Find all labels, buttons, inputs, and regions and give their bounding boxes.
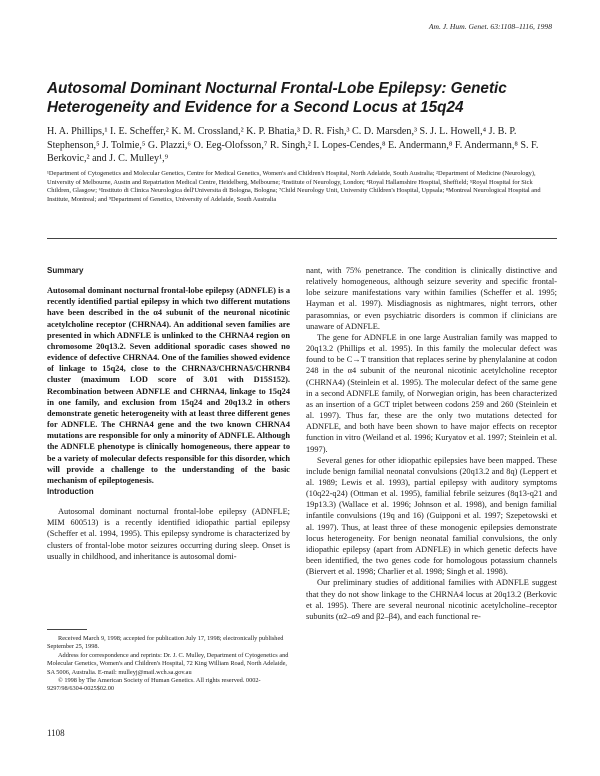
right-paragraph-4: Our preliminary studies of additional families with ADNFLE suggest that they do not show linkage to the CHRNA4 locus at 20q13.2 (Berkovic et al. 1995). There are several neuronal nicotinic acetylcholine–receptor subunits (α2–α9 and β2–β4), and each functional re- <box>306 578 557 621</box>
right-column <box>306 265 557 622</box>
right-paragraph-1: nant, with 75% penetrance. The condition is clinically distinctive and relatively homogeneous, although seizure severity and specific frontal-lobe seizure manifestations vary within families (Scheffer et al. 1995; Hayman et al. 1997). Misdiagnosis as nightmares, night terrors, other parasomnias, or even psychiatric disorders is common if clinicians are unaware of ADNFLE. <box>306 266 557 331</box>
footnotes <box>47 635 290 694</box>
left-column <box>47 265 290 562</box>
page-number: 1108 <box>47 728 65 738</box>
summary-heading: Summary <box>47 266 84 275</box>
introduction-text: Autosomal dominant nocturnal frontal-lobe epilepsy (ADNFLE; MIM 600513) is a recently identified idiopathic partial epilepsy (Scheffer et al. 1994, 1995). This epilepsy syndrome is characterized by clusters of frontal-lobe motor seizures occurring during sleep. Onset is usually in childhood, and inheritance is autosomal domi- <box>47 507 290 561</box>
footnote-divider <box>47 629 87 630</box>
right-paragraph-2: The gene for ADNFLE in one large Australian family was mapped to 20q13.2 (Phillips et al. 1995). In this family the molecular defect was found to be C→T transition that replaces serine by phenylalanine at codon 248 in the α4 subunit of the neuronal nicotinic acetylcholine receptor (CHRNA4) (Steinlein et al. 1995). The molecular defect of the same gene in a second ADNFLE family, of Norwegian origin, has been characterized as an insertion of a GCT triplet between codons 259 and 260 (Steinlein et al. 1997). Thus far, these are the only two mutations detected for ADNFLE, and both have been shown to have major effects on receptor function in vitro (Weiland et al. 1996; Kuryatov et al. 1997; Steinlein et al. 1997). <box>306 332 557 454</box>
footnote-copyright: © 1998 by The American Society of Human Genetics. All rights reserved. 0002-9297/98/6304-0025$02.00 <box>47 677 261 693</box>
article-title: Autosomal Dominant Nocturnal Frontal-Lobe Epilepsy: Genetic Heterogeneity and Evidence for a Second Locus at 15q24 <box>47 80 507 116</box>
right-paragraph-3: Several genes for other idiopathic epilepsies have been mapped. These include benign familial neonatal convulsions (20q13.2 and 8q) (Leppert et al. 1989; Lewis et al. 1993), partial epilepsy with auditory symptoms (10q22-q24) (Ottman et al. 1995), familial febrile seizures (8q13-q21 and 19p13.3) (Wallace et al. 1996; Johnson et al. 1998), and benign familial infantile convulsions (19q and 16) (Guipponi et al. 1997; Szepetowski et al. 1997). Thus, at least three of these monogenic epilepsies demonstrate locus heterogeneity. For benign neonatal familial convulsions, the only idiopathic epilepsy (apart from ADNFLE) in which genetic defects have been identified, the two genes code for homologous potassium channels (Biervert et al. 1998; Charlier et al. 1998; Singh et al. 1998). <box>306 455 557 577</box>
introduction-heading: Introduction <box>47 486 94 496</box>
footnote-received: Received March 9, 1998; accepted for publication July 17, 1998; electronically published September 25, 1998. <box>47 635 284 651</box>
journal-citation: Am. J. Hum. Genet. 63:1108–1116, 1998 <box>428 22 552 31</box>
author-list: H. A. Phillips,¹ I. E. Scheffer,² K. M. Crossland,² K. P. Bhatia,³ D. R. Fish,³ C. D. Marsden,³ S. J. L. Howell,⁴ J. B. P. Stephenson,⁵ J. Tolmie,⁵ G. Plazzi,⁶ O. Eeg-Olofsson,⁷ R. Singh,² I. Lopes-Cendes,⁸ E. Andermann,⁸ F. Andermann,⁸ S. F. Berkovic,² and J. C. Mulley¹,⁹ <box>47 126 539 164</box>
footnote-address: Address for correspondence and reprints: Dr. J. C. Mulley, Department of Cytogenetics and Molecular Genetics, Women's and Children's Hospital, 72 King William Road, North Adelaide, SA 5006, Australia. E-mail: mulleyj@mail.wch.sa.gov.au <box>47 651 289 676</box>
header-divider <box>47 238 557 239</box>
affiliations: ¹Department of Cytogenetics and Molecular Genetics, Centre for Medical Genetics, Women's and Children's Hospital, North Adelaide, South Australia; ²Department of Medicine (Neurology), University of Melbourne, Austin and Repatriation Medical Centre, Heidelberg, Melbourne; ³Institute of Neurology, London; ⁴Royal Hallamshire Hospital, Sheffield; ⁵Royal Hospital for Sick Children, Glasgow; ⁶Instituto di Clinica Neurologica dell'Universita di Bologna, Bologna; ⁷Child Neurology Unit, University Children's Hospital, Uppsala; ⁸Montreal Neurological Hospital and Institute, Montreal; and ⁹Department of Genetics, University of Adelaide, South Australia <box>47 170 541 203</box>
summary-text: Autosomal dominant nocturnal frontal-lobe epilepsy (ADNFLE) is a recently identified partial epilepsy in which two different mutations have been described in the α4 subunit of the neuronal nicotinic acetylcholine receptor (CHRNA4). An additional seven families are presented in which ADNFLE is unlinked to the CHRNA4 region on chromosome 20q13.2. Seven additional sporadic cases showed no evidence of defective CHRNA4. One of the families showed evidence of linkage to 15q24, close to the CHRNA3/CHRNA5/CHRNB4 cluster (maximum LOD score of 3.01 with D15S152). Recombination between ADNFLE and CHRNA4, linkage to 15q24 in one family, and exclusion from 15q24 and 20q13.2 in others demonstrate genetic heterogeneity with at least three different genes for ADNFLE. The CHRNA4 gene and the two known CHRNA4 mutations are responsible for only a minority of ADNFLE. Although the ADNFLE phenotype is clinically homogeneous, there appear to be a variety of molecular defects responsible for this disorder, which will provide a challenge to the understanding of the basic mechanism of epileptogenesis. <box>47 286 290 485</box>
